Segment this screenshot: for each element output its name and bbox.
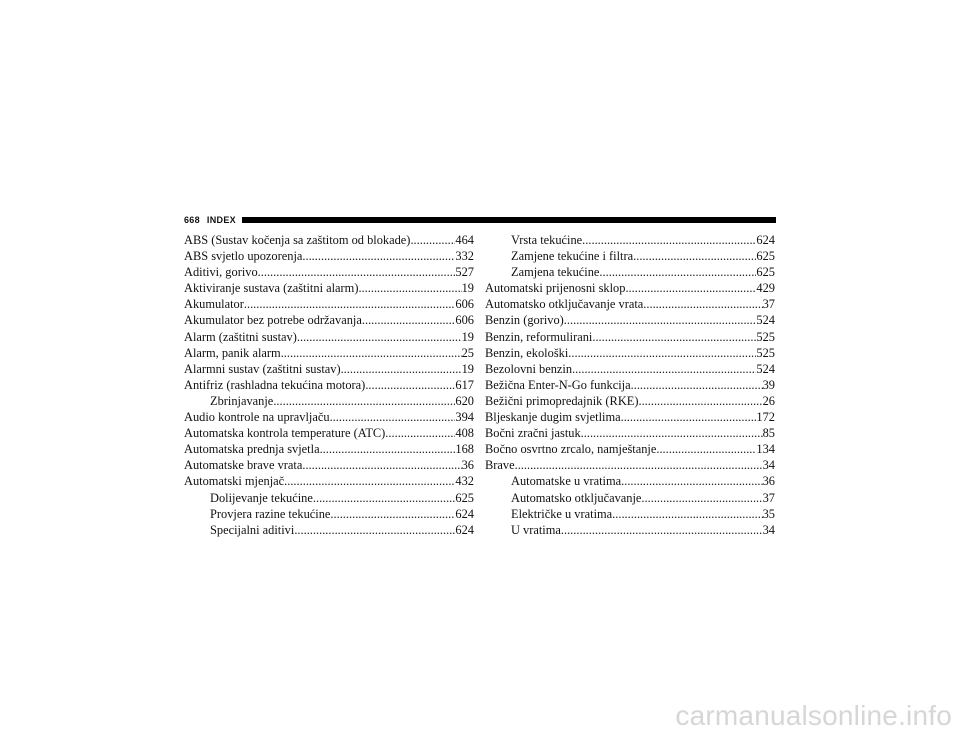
index-entry	[485, 393, 775, 409]
dot-leader	[258, 264, 456, 280]
entry-page-number: 524	[756, 313, 775, 328]
entry-label: Audio kontrole na upravljaču	[184, 410, 330, 425]
dot-leader	[633, 248, 756, 264]
index-entry	[184, 441, 474, 457]
dot-leader	[581, 425, 763, 441]
dot-leader	[592, 329, 756, 345]
dot-leader	[641, 490, 762, 506]
entry-page-number: 34	[762, 458, 775, 473]
index-entry	[184, 473, 474, 489]
entry-page-number: 408	[455, 426, 474, 441]
entry-label: ABS svjetlo upozorenja	[184, 249, 303, 264]
index-entry	[184, 280, 474, 296]
entry-label: Zamjene tekućine i filtra	[511, 249, 634, 264]
index-subentry	[184, 490, 474, 506]
index-subentry	[184, 506, 474, 522]
entry-page-number: 625	[455, 490, 474, 505]
index-entry	[184, 409, 474, 425]
index-column-left	[184, 232, 474, 538]
index-entry	[485, 345, 775, 361]
entry-page-number: 625	[756, 249, 775, 264]
dot-leader	[621, 409, 757, 425]
index-entry	[184, 248, 474, 264]
dot-leader	[365, 377, 455, 393]
entry-label: Automatske brave vrata	[184, 458, 303, 473]
dot-leader	[638, 393, 762, 409]
entry-page-number: 26	[762, 393, 775, 408]
dot-leader	[572, 361, 756, 377]
entry-page-number: 464	[455, 233, 474, 247]
entry-page-number: 524	[756, 361, 775, 376]
index-column-right	[485, 232, 775, 538]
entry-page-number: 25	[461, 345, 474, 360]
index-subentry	[485, 522, 775, 538]
index-subentry	[485, 232, 775, 248]
entry-label: Automatske u vratima	[511, 474, 622, 489]
dot-leader	[362, 312, 456, 328]
dot-leader	[612, 506, 762, 522]
entry-page-number: 168	[455, 442, 474, 457]
dot-leader	[330, 506, 455, 522]
index-entry	[184, 457, 474, 473]
entry-label: Automatsko otključavanje	[511, 490, 642, 505]
entry-page-number: 527	[455, 265, 474, 280]
dot-leader	[564, 312, 757, 328]
dot-leader	[281, 345, 462, 361]
entry-label: Benzin, reformulirani	[485, 329, 593, 344]
dot-leader	[302, 457, 461, 473]
entry-label: Benzin, ekološki	[485, 345, 569, 360]
entry-label: Bezolovni benzin	[485, 361, 573, 376]
entry-label: Provjera razine tekućine	[210, 506, 331, 521]
page-header	[184, 214, 776, 226]
dot-leader	[302, 248, 455, 264]
entry-page-number: 36	[461, 458, 474, 473]
entry-label: Bežični primopredajnik (RKE)	[485, 393, 639, 408]
entry-label: Električke u vratima	[511, 506, 613, 521]
entry-page-number: 172	[756, 410, 775, 425]
entry-label: Benzin (gorivo)	[485, 313, 564, 328]
index-entry	[485, 409, 775, 425]
entry-page-number: 37	[762, 297, 775, 312]
dot-leader	[410, 232, 455, 248]
entry-label: Automatska kontrola temperature (ATC)	[184, 426, 386, 441]
entry-page-number: 606	[455, 297, 474, 312]
index-subentry	[485, 506, 775, 522]
entry-page-number: 19	[461, 361, 474, 376]
index-entry	[485, 425, 775, 441]
index-entry	[184, 425, 474, 441]
dot-leader	[568, 345, 756, 361]
entry-label: Akumulator bez potrebe održavanja	[184, 313, 362, 328]
index-subentry	[485, 473, 775, 489]
index-entry	[485, 296, 775, 312]
entry-label: Bljeskanje dugim svjetlima	[485, 410, 621, 425]
dot-leader	[297, 329, 462, 345]
dot-leader	[631, 377, 763, 393]
index-entry	[184, 296, 474, 312]
entry-label: Automatski mjenjač	[184, 474, 285, 489]
entry-label: U vratima	[511, 522, 561, 537]
dot-leader	[244, 296, 456, 312]
entry-label: Dolijevanje tekućine	[210, 490, 313, 505]
entry-label: Aktiviranje sustava (zaštitni alarm)	[184, 281, 359, 296]
entry-page-number: 19	[461, 329, 474, 344]
dot-leader	[385, 425, 455, 441]
index-entry	[184, 329, 474, 345]
dot-leader	[341, 361, 462, 377]
section-title: INDEX	[206, 215, 236, 225]
entry-label: Brave	[485, 458, 515, 473]
entry-label: ABS (Sustav kočenja sa zaštitom od blokade)	[184, 233, 411, 247]
index-entry	[184, 377, 474, 393]
entry-label: Alarm (zaštitni sustav)	[184, 329, 297, 344]
entry-page-number: 37	[762, 490, 775, 505]
index-entry	[485, 457, 775, 473]
entry-page-number: 394	[455, 410, 474, 425]
entry-page-number: 620	[455, 393, 474, 408]
entry-page-number: 624	[455, 506, 474, 521]
entry-page-number: 34	[762, 522, 775, 537]
index-subentry	[184, 393, 474, 409]
dot-leader	[599, 264, 756, 280]
entry-page-number: 525	[756, 329, 775, 344]
entry-label: Vrsta tekućine	[511, 233, 583, 247]
entry-page-number: 39	[762, 377, 775, 392]
dot-leader	[515, 457, 763, 473]
entry-label: Zbrinjavanje	[210, 393, 274, 408]
index-entry	[485, 280, 775, 296]
entry-label: Specijalni aditivi	[210, 522, 295, 537]
index-subentry	[184, 522, 474, 538]
index-entry	[184, 345, 474, 361]
dot-leader	[625, 280, 756, 296]
index-entry	[485, 361, 775, 377]
index-entry	[184, 361, 474, 377]
entry-page-number: 525	[756, 345, 775, 360]
index-subentry	[485, 490, 775, 506]
entry-page-number: 85	[762, 426, 775, 441]
entry-label: Alarmni sustav (zaštitni sustav)	[184, 361, 341, 376]
dot-leader	[294, 522, 455, 538]
dot-leader	[284, 473, 455, 489]
entry-page-number: 617	[455, 377, 474, 392]
entry-label: Automatski prijenosni sklop	[485, 281, 626, 296]
entry-page-number: 625	[756, 265, 775, 280]
entry-label: Automatska prednja svjetla	[184, 442, 320, 457]
entry-label: Zamjena tekućine	[511, 265, 600, 280]
entry-page-number: 624	[756, 233, 775, 247]
entry-label: Bežična Enter-N-Go funkcija	[485, 377, 631, 392]
entry-page-number: 624	[455, 522, 474, 537]
entry-label: Aditivi, gorivo	[184, 265, 258, 280]
entry-page-number: 19	[461, 281, 474, 296]
index-entry	[485, 329, 775, 345]
index-entry	[485, 312, 775, 328]
header-rule	[242, 217, 776, 223]
entry-page-number: 134	[756, 442, 775, 457]
index-subentry	[485, 248, 775, 264]
entry-label: Antifriz (rashladna tekućina motora)	[184, 377, 366, 392]
entry-page-number: 432	[455, 474, 474, 489]
entry-label: Automatsko otključavanje vrata	[485, 297, 644, 312]
dot-leader	[313, 490, 456, 506]
entry-label: Bočno osvrtno zrcalo, namještanje	[485, 442, 657, 457]
index-entry	[184, 264, 474, 280]
entry-label: Bočni zračni jastuk	[485, 426, 581, 441]
dot-leader	[561, 522, 763, 538]
dot-leader	[358, 280, 461, 296]
dot-leader	[656, 441, 756, 457]
dot-leader	[582, 232, 756, 248]
entry-page-number: 606	[455, 313, 474, 328]
entry-page-number: 332	[455, 249, 474, 264]
entry-label: Akumulator	[184, 297, 244, 312]
entry-label: Alarm, panik alarm	[184, 345, 281, 360]
dot-leader	[320, 441, 456, 457]
entry-page-number: 36	[762, 474, 775, 489]
dot-leader	[330, 409, 456, 425]
entry-page-number: 429	[756, 281, 775, 296]
index-entry	[485, 441, 775, 457]
entry-page-number: 35	[762, 506, 775, 521]
index-entry	[485, 377, 775, 393]
index-entry	[184, 232, 474, 248]
index-subentry	[485, 264, 775, 280]
watermark: carmanualsonline.info	[675, 700, 952, 731]
page-number: 668	[184, 215, 200, 225]
dot-leader	[273, 393, 455, 409]
index-entry	[184, 312, 474, 328]
dot-leader	[621, 473, 762, 489]
dot-leader	[643, 296, 762, 312]
